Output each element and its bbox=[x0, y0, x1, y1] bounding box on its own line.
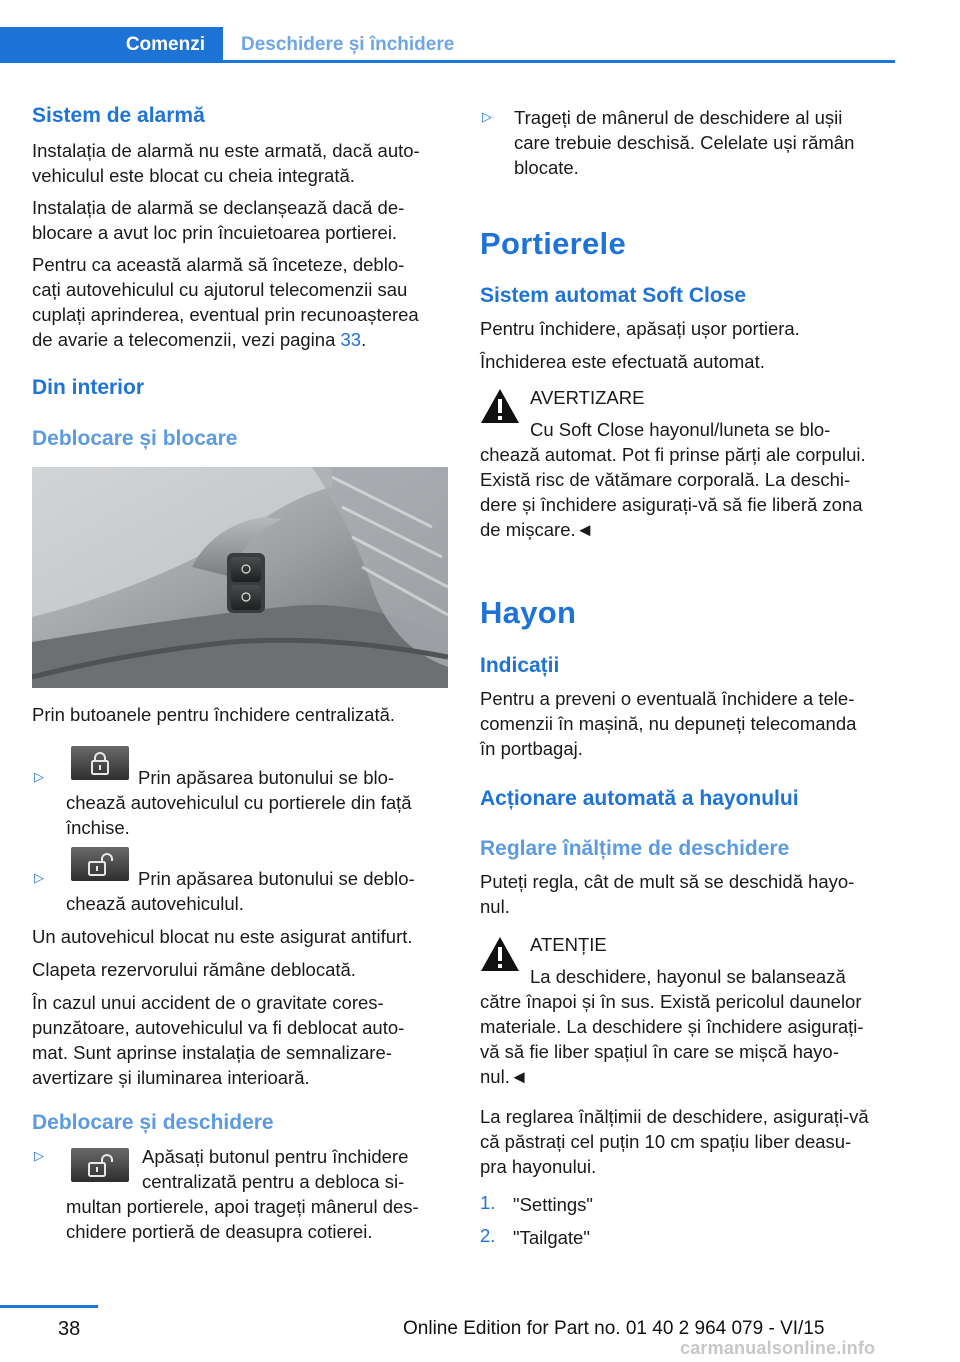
page-header bbox=[0, 27, 895, 63]
soft-close-paragraph-1: Pentru închidere, apăsați ușor portiera. bbox=[480, 318, 800, 339]
text-line: chează autovehiculul. bbox=[66, 893, 244, 914]
subsection-title-unlock-lock: Deblocare și blocare bbox=[32, 427, 238, 450]
photo-caption: Prin butoanele pentru închidere centralizată. bbox=[32, 704, 396, 725]
text-line: blocate. bbox=[514, 157, 579, 178]
text-line: chidere portieră de deasupra cotierei. bbox=[66, 1221, 373, 1242]
caution-label: ATENȚIE bbox=[530, 934, 607, 955]
caution-body bbox=[480, 989, 864, 1089]
header-tab-comenzi[interactable]: Comenzi bbox=[0, 27, 223, 63]
bullet2-first-line: Prin apăsarea butonului se deblo- bbox=[138, 868, 415, 889]
alarm-paragraph-2 bbox=[32, 195, 404, 245]
text-span: . bbox=[361, 329, 367, 350]
text-line: Pentru ca această alarmă să înceteze, deblo- bbox=[32, 254, 405, 275]
warning-triangle-icon bbox=[480, 936, 520, 972]
step-text-settings: "Settings" bbox=[513, 1194, 593, 1215]
text-line: materiale. La deschidere și închidere asigurați- bbox=[480, 1016, 864, 1037]
text-line: că păstrați cel puțin 10 cm spațiu liber deasu- bbox=[480, 1131, 852, 1152]
door-lock-buttons-photo bbox=[32, 467, 448, 688]
text-line: centralizată pentru a debloca si- bbox=[142, 1171, 405, 1192]
bullet-marker: ▷ bbox=[34, 769, 44, 784]
chapter-title-tailgate: Hayon bbox=[480, 595, 577, 630]
text-line: punzătoare, autovehiculul va fi deblocat auto- bbox=[32, 1017, 405, 1038]
section-title-notes: Indicații bbox=[480, 654, 560, 677]
text-line: care trebuie deschisă. Celelate uși rămân bbox=[514, 132, 855, 153]
text-line: avertizare și iluminarea interioară. bbox=[32, 1067, 310, 1088]
step-number: 1. bbox=[480, 1192, 496, 1213]
page-link-33[interactable]: 33 bbox=[340, 329, 362, 350]
footer-edition: Online Edition for Part no. 01 40 2 964 079 - VI/15 bbox=[403, 1318, 825, 1339]
warning-first-line: Cu Soft Close hayonul/luneta se blo- bbox=[530, 419, 831, 440]
text-line: Apăsați butonul pentru închidere bbox=[142, 1146, 409, 1167]
alarm-paragraph-1 bbox=[32, 138, 420, 188]
text-line: în portbagaj. bbox=[480, 738, 583, 759]
height-paragraph bbox=[480, 869, 854, 919]
accident-paragraph bbox=[32, 990, 404, 1090]
text-line: blocare a avut loc prin încuietoarea portierei. bbox=[32, 222, 398, 243]
text-line: nul.◄ bbox=[480, 1066, 529, 1087]
photo-illustration bbox=[32, 467, 448, 688]
text-line: Puteți regla, cât de mult să se deschidă hayo- bbox=[480, 871, 855, 892]
fuel-flap-paragraph: Clapeta rezervorului rămâne deblocată. bbox=[32, 959, 356, 980]
text-line: Există risc de vătămare corporală. La deschi- bbox=[480, 469, 851, 490]
text-span: de avarie a telecomenzii, vezi pagina bbox=[32, 329, 341, 350]
text-line: În cazul unui accident de o gravitate cores- bbox=[32, 992, 384, 1013]
chapter-title-doors: Portierele bbox=[480, 226, 627, 261]
soft-close-paragraph-2: Închiderea este efectuată automat. bbox=[480, 351, 765, 372]
text-line: Instalația de alarmă nu este armată, dacă auto- bbox=[32, 140, 420, 161]
page-number: 38 bbox=[58, 1318, 81, 1340]
unlock-button-icon bbox=[71, 847, 129, 881]
not-secured-paragraph: Un autovehicul blocat nu este asigurat antifurt. bbox=[32, 926, 413, 947]
text-line: chează automat. Pot fi prinse părți ale corpului. bbox=[480, 444, 866, 465]
text-line: multan portierele, apoi trageți mânerul des- bbox=[66, 1196, 419, 1217]
alarm-paragraph-3 bbox=[32, 252, 419, 352]
section-title-alarm: Sistem de alarmă bbox=[32, 104, 205, 127]
section-title-soft-close: Sistem automat Soft Close bbox=[480, 284, 747, 307]
bullet-marker: ▷ bbox=[482, 109, 492, 124]
watermark: carmanualsonline.info bbox=[680, 1338, 876, 1358]
text-line: Instalația de alarmă se declanșează dacă de- bbox=[32, 197, 405, 218]
text-line: mat. Sunt aprinse instalația de semnalizare- bbox=[32, 1042, 392, 1063]
header-rule bbox=[223, 60, 895, 63]
header-tab-deschidere[interactable]: Deschidere și închidere bbox=[241, 34, 455, 55]
text-line: Pentru a preveni o eventuală închidere a tele- bbox=[480, 688, 855, 709]
text-line: pra hayonului. bbox=[480, 1156, 597, 1177]
text-line: închise. bbox=[66, 817, 130, 838]
text-line: comenzii în mașină, nu depuneți telecomanda bbox=[480, 713, 857, 734]
warning-triangle-icon bbox=[480, 388, 520, 424]
text-line: cați autovehiculul cu ajutorul telecomenzii sau bbox=[32, 279, 408, 300]
bullet-marker: ▷ bbox=[34, 870, 44, 885]
text-line: vă să fie liber spațiul în care se mișcă hayo- bbox=[480, 1041, 839, 1062]
lock-open-icon bbox=[87, 1153, 113, 1177]
step-text-tailgate: "Tailgate" bbox=[513, 1227, 590, 1248]
lock-closed-icon bbox=[89, 751, 111, 775]
footer-rule bbox=[0, 1305, 98, 1308]
section-title-interior: Din interior bbox=[32, 376, 145, 399]
text-line: chează autovehiculul cu portierele din față bbox=[66, 792, 412, 813]
subsection-title-height: Reglare înălțime de deschidere bbox=[480, 837, 790, 860]
bullet1-first-line: Prin apăsarea butonului se blo- bbox=[138, 767, 395, 788]
bullet2-rest bbox=[66, 891, 244, 916]
warning-label: AVERTIZARE bbox=[530, 387, 645, 408]
text-line: Trageți de mânerul de deschidere al ușii bbox=[514, 107, 843, 128]
text-line: de mișcare.◄ bbox=[480, 519, 594, 540]
bullet-marker: ▷ bbox=[34, 1148, 44, 1163]
lock-open-icon bbox=[87, 852, 113, 876]
handle-bullet-text bbox=[514, 105, 854, 180]
text-line: către înapoi și în sus. Există pericolul daunelor bbox=[480, 991, 862, 1012]
section-title-auto-tailgate: Acționare automată a hayonului bbox=[480, 787, 799, 810]
text-line: nul. bbox=[480, 896, 510, 917]
text-line: vehiculul este blocat cu cheia integrată. bbox=[32, 165, 355, 186]
text-line bbox=[32, 327, 419, 352]
notes-paragraph bbox=[480, 686, 856, 761]
height-paragraph-2 bbox=[480, 1104, 869, 1179]
text-line: dere și închidere asigurați-vă să fie liberă zona bbox=[480, 494, 863, 515]
step-number: 2. bbox=[480, 1225, 496, 1246]
bullet1-rest bbox=[66, 790, 412, 840]
warning-body bbox=[480, 442, 866, 542]
unlock-button-icon bbox=[71, 1148, 129, 1182]
bullet3-first-lines bbox=[142, 1144, 408, 1194]
text-line: cuplați aprinderea, eventual prin recunoașterea bbox=[32, 304, 419, 325]
text-line: La reglarea înălțimii de deschidere, asigurați-vă bbox=[480, 1106, 869, 1127]
bullet3-rest bbox=[66, 1194, 419, 1244]
lock-button-icon bbox=[71, 746, 129, 780]
caution-first-line: La deschidere, hayonul se balansează bbox=[530, 966, 846, 987]
subsection-title-unlock-open: Deblocare și deschidere bbox=[32, 1111, 274, 1134]
